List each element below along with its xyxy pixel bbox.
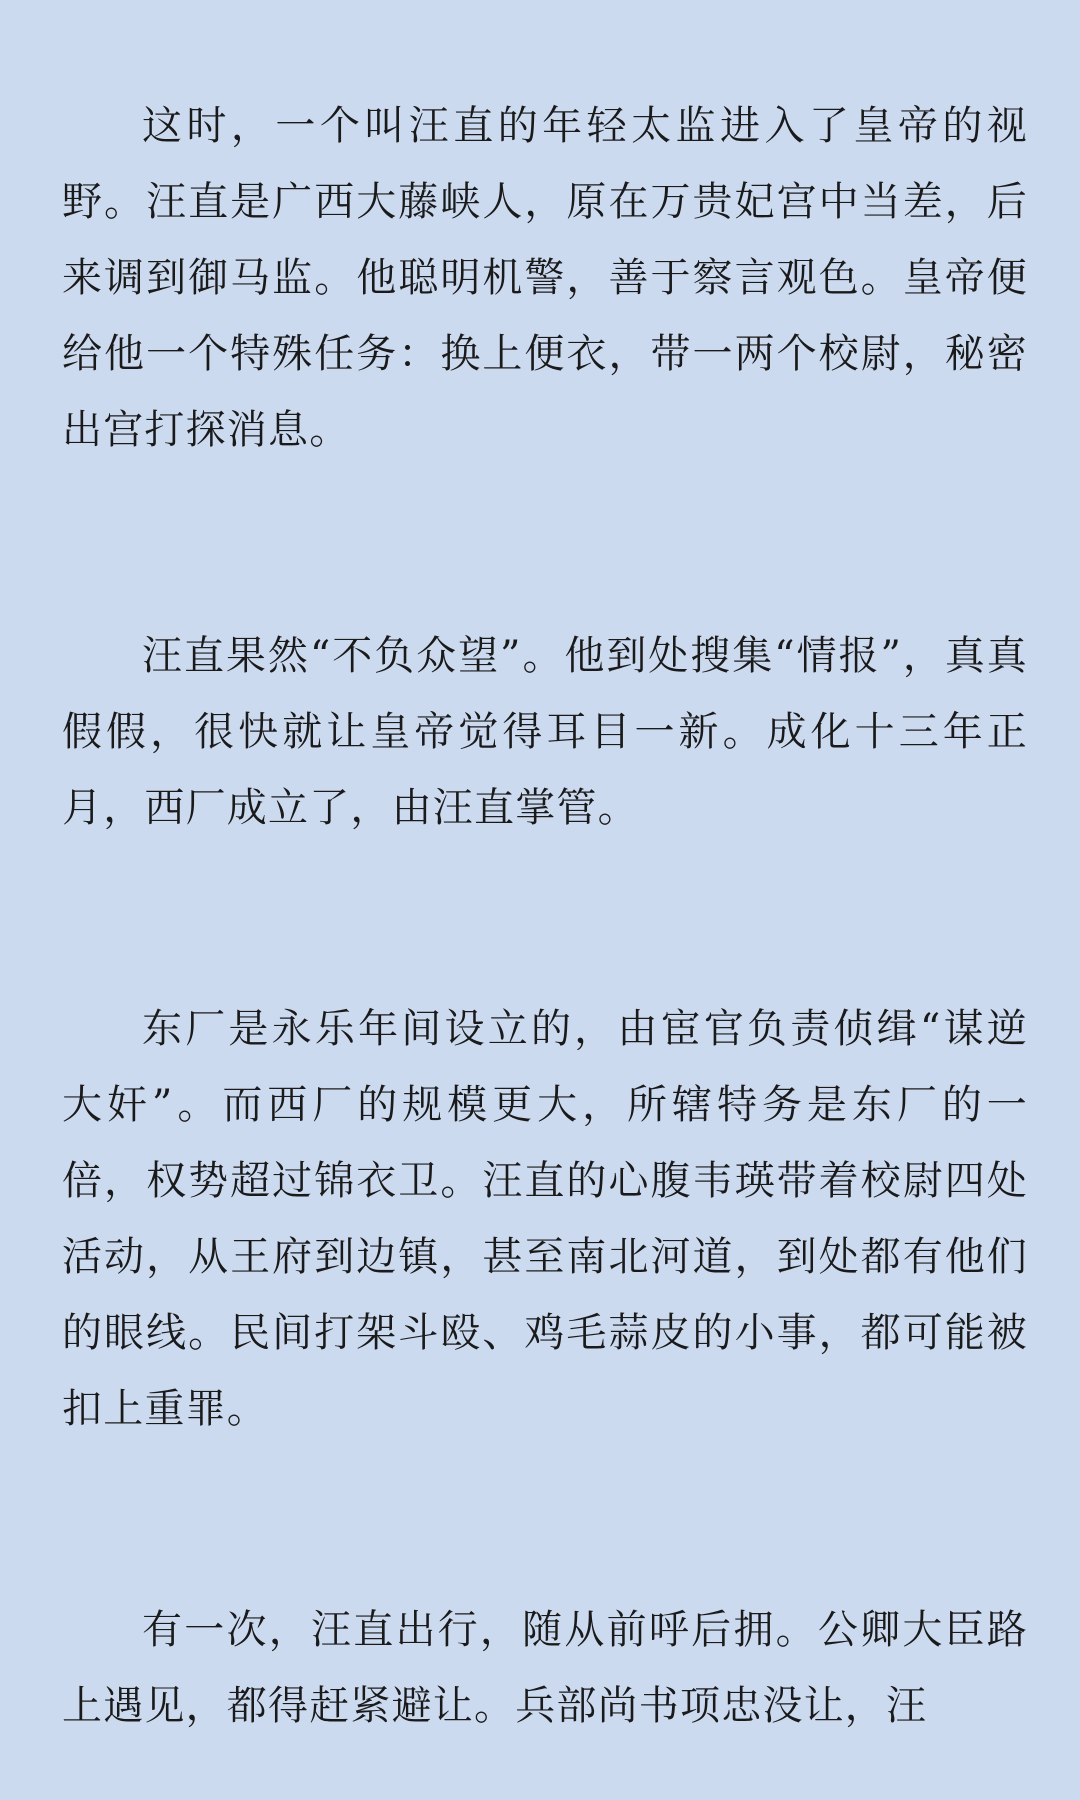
- paragraph-2: 汪直果然“不负众望”。他到处搜集“情报”，真真假假，很快就让皇帝觉得耳目一新。成化十三年正月，西厂成立了，由汪直掌管。: [62, 633, 1028, 831]
- paragraph-spacer: [62, 846, 1028, 991]
- paragraph-4: 有一次，汪直出行，随从前呼后拥。公卿大臣路上遇见，都得赶紧避让。兵部尚书项忠没让，汪: [62, 1607, 1028, 1729]
- paragraph-1: 这时，一个叫汪直的年轻太监进入了皇帝的视野。汪直是广西大藤峡人，原在万贵妃宫中当差，后来调到御马监。他聪明机警，善于察言观色。皇帝便给他一个特殊任务：换上便衣，带一两个校尉，秘密出宫打探消息。: [62, 103, 1028, 453]
- paragraph-spacer: [62, 468, 1028, 618]
- paragraph-3: 东厂是永乐年间设立的，由宦官负责侦缉“谋逆大奸”。而西厂的规模更大，所辖特务是东厂的一倍，权势超过锦衣卫。汪直的心腹韦瑛带着校尉四处活动，从王府到边镇，甚至南北河道，到处都有他们的眼线。民间打架斗殴、鸡毛蒜皮的小事，都可能被扣上重罪。: [62, 1006, 1028, 1432]
- paragraph-spacer: [62, 1447, 1028, 1592]
